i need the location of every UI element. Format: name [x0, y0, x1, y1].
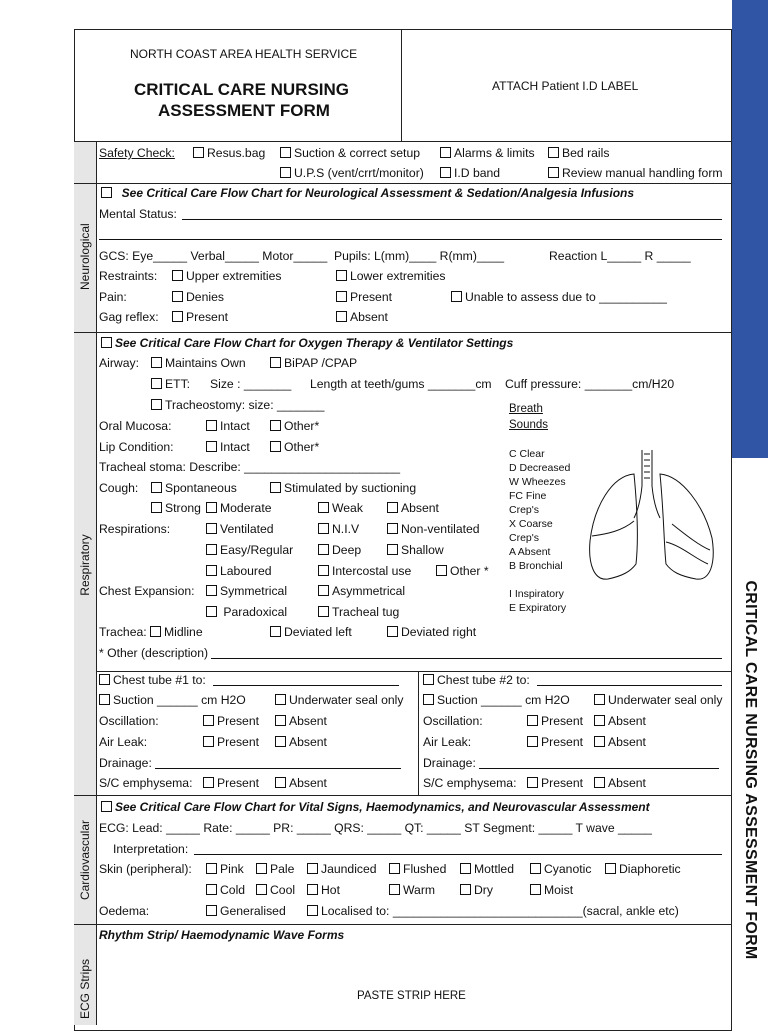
oral-mucosa-label: Oral Mucosa:	[99, 419, 172, 433]
tube2-air-present[interactable]: Present	[527, 735, 583, 749]
pupils-field[interactable]: Pupils: L(mm)____ R(mm)____	[334, 249, 505, 263]
tube1-drainage-line[interactable]	[155, 768, 401, 769]
oral-intact[interactable]: Intact	[206, 419, 250, 433]
trachea-midline[interactable]: Midline	[150, 625, 203, 639]
restraints-lower[interactable]: Lower extremities	[336, 269, 446, 283]
tube1-osc-absent[interactable]: Absent	[275, 714, 327, 728]
other-description-line[interactable]	[211, 658, 722, 659]
chest-tracheal-tug[interactable]: Tracheal tug	[318, 605, 399, 619]
cardio-flow-note[interactable]: See Critical Care Flow Chart for Vital Signs, Haemodynamics, and Neurovascular Assessment	[101, 800, 650, 814]
airway-label: Airway:	[99, 356, 139, 370]
chest-symmetrical[interactable]: Symmetrical	[206, 584, 287, 598]
sidebar-safety	[74, 142, 97, 184]
tube1-sc-present[interactable]: Present	[203, 776, 259, 790]
cough-strong[interactable]: Strong	[151, 501, 201, 515]
resp-easy[interactable]: Easy/Regular	[206, 543, 293, 557]
skin-moist[interactable]: Moist	[530, 883, 573, 897]
safety-manual-handling[interactable]: Review manual handling form	[548, 166, 723, 180]
skin-diaphoretic[interactable]: Diaphoretic	[605, 862, 681, 876]
ecg-fields[interactable]: ECG: Lead: _____ Rate: _____ PR: _____ QRS: _____ QT: _____ ST Segment: _____ T wave _____	[99, 821, 652, 835]
resp-other[interactable]: Other *	[436, 564, 489, 578]
cuff-pressure[interactable]: Cuff pressure: _______cm/H20	[505, 377, 675, 391]
lip-label: Lip Condition:	[99, 440, 174, 454]
tube1-sc-label: S/C emphysema:	[99, 776, 193, 790]
resp-intercostal[interactable]: Intercostal use	[318, 564, 411, 578]
tube2-air-absent[interactable]: Absent	[594, 735, 646, 749]
skin-flushed[interactable]: Flushed	[389, 862, 446, 876]
interpretation-label: Interpretation:	[113, 842, 189, 856]
safety-ups[interactable]: U.P.S (vent/crrt/monitor)	[280, 166, 424, 180]
skin-pink[interactable]: Pink	[206, 862, 244, 876]
skin-label: Skin (peripheral):	[99, 862, 192, 876]
cough-spontaneous[interactable]: Spontaneous	[151, 481, 237, 495]
tube1-oscillation-label: Oscillation:	[99, 714, 159, 728]
gcs-field[interactable]: GCS: Eye_____ Verbal_____ Motor_____	[99, 249, 328, 263]
breath-sounds-legend: C Clear D Decreased W Wheezes FC Fine Crep's X Coarse Crep's A Absent B Bronchial I Inspiratory E Expiratory	[509, 448, 571, 614]
gag-absent[interactable]: Absent	[336, 310, 388, 324]
skin-cool[interactable]: Cool	[256, 883, 295, 897]
cough-absent[interactable]: Absent	[387, 501, 439, 515]
interpretation-line[interactable]	[194, 854, 722, 855]
org-name: NORTH COAST AREA HEALTH SERVICE	[130, 47, 358, 61]
chest-tube-1[interactable]: Chest tube #1 to:	[99, 673, 206, 687]
pain-denies[interactable]: Denies	[172, 290, 224, 304]
tube2-drainage-label: Drainage:	[423, 756, 476, 770]
neuro-flow-note[interactable]: See Critical Care Flow Chart for Neurological Assessment & Sedation/Analgesia Infusions	[101, 186, 634, 200]
tube1-suction[interactable]: Suction ______ cm H2O	[99, 693, 246, 707]
tube1-air-absent[interactable]: Absent	[275, 735, 327, 749]
airway-maintains[interactable]: Maintains Own	[151, 356, 246, 370]
section-label-neurological: Neurological	[78, 223, 92, 290]
safety-alarms[interactable]: Alarms & limits	[440, 146, 535, 160]
tube1-airleak-label: Air Leak:	[99, 735, 148, 749]
oral-other[interactable]: Other*	[270, 419, 319, 433]
gag-present[interactable]: Present	[172, 310, 228, 324]
skin-hot[interactable]: Hot	[307, 883, 340, 897]
cough-label: Cough:	[99, 481, 139, 495]
skin-pale[interactable]: Pale	[256, 862, 294, 876]
cough-moderate[interactable]: Moderate	[206, 501, 272, 515]
reaction-field[interactable]: Reaction L_____ R _____	[549, 249, 691, 263]
oedema-generalised[interactable]: Generalised	[206, 904, 286, 918]
pain-unable[interactable]: Unable to assess due to __________	[451, 290, 667, 304]
tube1-sc-absent[interactable]: Absent	[275, 776, 327, 790]
section-label-ecg-strips: ECG Strips	[78, 959, 92, 1020]
skin-cold[interactable]: Cold	[206, 883, 245, 897]
resp-nonvent[interactable]: Non-ventilated	[387, 522, 480, 536]
mental-status-line1[interactable]	[182, 219, 722, 220]
trach-check[interactable]: Tracheostomy: size: _______	[151, 398, 324, 412]
ett-length[interactable]: Length at teeth/gums _______cm	[310, 377, 492, 391]
paste-strip-area[interactable]: PASTE STRIP HERE	[357, 990, 466, 1002]
tube2-osc-absent[interactable]: Absent	[594, 714, 646, 728]
safety-resus[interactable]: Resus.bag	[193, 146, 265, 160]
airway-bipap[interactable]: BiPAP /CPAP	[270, 356, 357, 370]
safety-idband[interactable]: I.D band	[440, 166, 500, 180]
resp-laboured[interactable]: Laboured	[206, 564, 272, 578]
pain-present[interactable]: Present	[336, 290, 392, 304]
tube2-drainage-line[interactable]	[479, 768, 719, 769]
cough-stimulated[interactable]: Stimulated by suctioning	[270, 481, 416, 495]
form-title-line2: ASSESSMENT FORM	[158, 101, 330, 120]
vertical-form-title: CRITICAL CARE NURSING ASSESSMENT FORM	[742, 580, 759, 960]
safety-suction[interactable]: Suction & correct setup	[280, 146, 420, 160]
lip-intact[interactable]: Intact	[206, 440, 250, 454]
form-title-line1: CRITICAL CARE NURSING	[134, 80, 350, 99]
chest-paradoxical[interactable]: Paradoxical	[206, 605, 287, 619]
tube2-oscillation-label: Oscillation:	[423, 714, 483, 728]
section-label-cardiovascular: Cardiovascular	[78, 819, 92, 901]
oedema-label: Oedema:	[99, 904, 150, 918]
ett-size[interactable]: Size : _______	[210, 377, 292, 391]
restraints-label: Restraints:	[99, 269, 158, 283]
other-description-label: * Other (description)	[99, 646, 209, 660]
lip-other[interactable]: Other*	[270, 440, 319, 454]
respirations-label: Respirations:	[99, 522, 171, 536]
skin-warm[interactable]: Warm	[389, 883, 435, 897]
skin-cyanotic[interactable]: Cyanotic	[530, 862, 591, 876]
chest-tube-2[interactable]: Chest tube #2 to:	[423, 673, 530, 687]
breath-sounds-title2: Sounds	[509, 419, 549, 431]
section-label-respiratory: Respiratory	[78, 534, 92, 596]
chest-expansion-label: Chest Expansion:	[99, 584, 195, 598]
skin-jaundiced[interactable]: Jaundiced	[307, 862, 377, 876]
safety-bedrails[interactable]: Bed rails	[548, 146, 609, 160]
tube1-air-present[interactable]: Present	[203, 735, 259, 749]
lungs-diagram[interactable]	[582, 446, 722, 586]
tracheal-stoma[interactable]: Tracheal stoma: Describe: _______________________	[99, 460, 401, 474]
tube2-suction[interactable]: Suction ______ cm H2O	[423, 693, 570, 707]
trachea-label: Trachea:	[99, 625, 147, 639]
resp-deep[interactable]: Deep	[318, 543, 361, 557]
oedema-localised[interactable]: Localised to: ____________________________(sacral, ankle etc)	[307, 904, 679, 918]
tube1-osc-present[interactable]: Present	[203, 714, 259, 728]
resp-shallow[interactable]: Shallow	[387, 543, 444, 557]
tube1-underwater[interactable]: Underwater seal only	[275, 693, 403, 707]
restraints-upper[interactable]: Upper extremities	[172, 269, 282, 283]
tube1-drainage-label: Drainage:	[99, 756, 152, 770]
cough-weak[interactable]: Weak	[318, 501, 363, 515]
resp-niv[interactable]: N.I.V	[318, 522, 359, 536]
breath-sounds-title1: Breath	[509, 403, 543, 415]
tube2-sc-absent[interactable]: Absent	[594, 776, 646, 790]
tube2-underwater[interactable]: Underwater seal only	[594, 693, 722, 707]
tube2-sc-present[interactable]: Present	[527, 776, 583, 790]
resp-flow-note[interactable]: See Critical Care Flow Chart for Oxygen Therapy & Ventilator Settings	[101, 336, 513, 350]
trachea-deviated-left[interactable]: Deviated left	[270, 625, 352, 639]
side-color-tab	[732, 0, 768, 458]
resp-ventilated[interactable]: Ventilated	[206, 522, 274, 536]
chest-asymmetrical[interactable]: Asymmetrical	[318, 584, 405, 598]
tube2-airleak-label: Air Leak:	[423, 735, 472, 749]
skin-mottled[interactable]: Mottled	[460, 862, 514, 876]
tube2-osc-present[interactable]: Present	[527, 714, 583, 728]
mental-status-line2[interactable]	[99, 239, 722, 240]
safety-label: Safety Check:	[99, 146, 175, 160]
gag-label: Gag reflex:	[99, 310, 159, 324]
tube2-sc-label: S/C emphysema:	[423, 776, 517, 790]
ecg-strip-title: Rhythm Strip/ Haemodynamic Wave Forms	[99, 928, 345, 942]
mental-status-label: Mental Status:	[99, 207, 177, 221]
skin-dry[interactable]: Dry	[460, 883, 493, 897]
patient-label-area: ATTACH Patient I.D LABEL	[492, 79, 639, 93]
pain-label: Pain:	[99, 290, 127, 304]
trachea-deviated-right[interactable]: Deviated right	[387, 625, 476, 639]
ett-check[interactable]: ETT:	[151, 377, 190, 391]
